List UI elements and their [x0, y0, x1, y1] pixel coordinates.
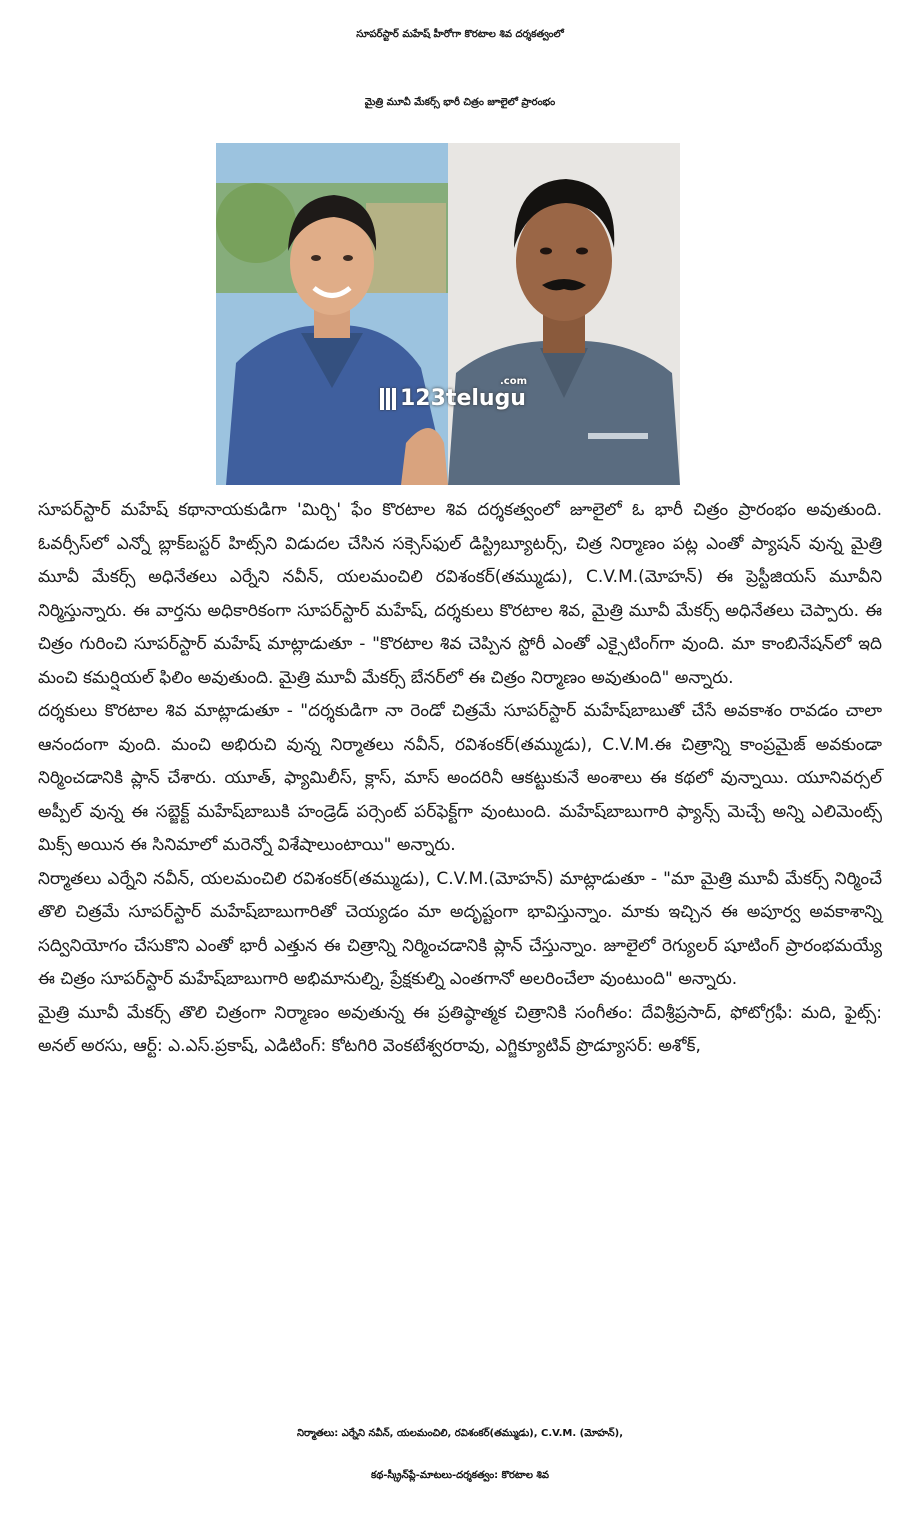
photo-koratala-siva	[448, 143, 680, 485]
article-paragraph-1: సూపర్‌స్టార్ మహేష్ కథానాయకుడిగా 'మిర్చి' ఫేం కొరటాల శివ దర్శకత్వంలో జూలైలో ఓ భారీ చిత్రం ప్రారంభం అవుతుంది. ఓవర్సీస్‌లో ఎన్నో బ్లాక్‌బస్టర్ హిట్స్‌ని విడుదల చేసిన సక్సెస్‌ఫుల్ డిస్ట్రిబ్యూటర్స్, చిత్ర నిర్మాణం పట్ల ఎంతో ప్యాషన్ వున్న మైత్రి మూవీ మేకర్స్ అధినేతలు ఎర్నేని నవీన్, యలమంచిలి రవిశంకర్(తమ్ముడు), C.V.M.(మోహన్) ఈ ప్రెస్టీజియస్ మూవీని నిర్మిస్తున్నారు. ఈ వార్తను అధికారికంగా సూపర్‌స్టార్ మహేష్, దర్శకులు కొరటాల శివ, మైత్రి మూవీ మేకర్స్ అధినేతలు చెప్పారు. ఈ చిత్రం గురించి సూపర్‌స్టార్ మహేష్ మాట్లాడుతూ - "కొరటాల శివ చెప్పిన స్టోరీ ఎంతో ఎక్సైటింగ్‌గా వుంది. మా కాంబినేషన్‌లో ఇది మంచి కమర్షియల్ ఫిలిం అవుతుంది. మైత్రి మూవీ మేకర్స్ బేనర్‌లో ఈ చిత్రం నిర్మాణం అవుతుంది" అన్నారు.	[38, 500, 882, 688]
watermark-brand: 123telugu	[400, 386, 526, 411]
article-paragraph-2: దర్శకులు కొరటాల శివ మాట్లాడుతూ - "దర్శకుడిగా నా రెండో చిత్రమే సూపర్‌స్టార్ మహేష్‌బాబుతో చేసే అవకాశం రావడం చాలా ఆనందంగా వుంది. మంచి అభిరుచి వున్న నిర్మాతలు నవీన్, రవిశంకర్(తమ్ముడు), C.V.M.ఈ చిత్రాన్ని కాంప్రమైజ్ అవకుండా నిర్మించడానికి ప్లాన్ చేశారు. యూత్, ఫ్యామిలీస్, క్లాస్, మాస్ అందరినీ ఆకట్టుకునే అంశాలు ఈ కథలో వున్నాయి. యూనివర్సల్ అప్పీల్ వున్న ఈ సబ్జెక్ట్ మహేష్‌బాబుకి హండ్రెడ్ పర్సెంట్ పర్‌ఫెక్ట్‌గా వుంటుంది. మహేష్‌బాబుగారి ఫ్యాన్స్ మెచ్చే అన్ని ఎలిమెంట్స్ మిక్స్ అయిన ఈ సినిమాలో మరెన్నో విశేషాలుంటాయి" అన్నారు.	[38, 701, 882, 855]
article-paragraph-4: మైత్రి మూవీ మేకర్స్ తొలి చిత్రంగా నిర్మాణం అవుతున్న ఈ ప్రతిష్ఠాత్మక చిత్రానికి సంగీతం: దేవిశ్రీప్రసాద్, ఫోటోగ్రఫీ: మది, ఫైట్స్: అనల్ అరసు, ఆర్ట్: ఎ.ఎస్.ప్రకాష్, ఎడిటింగ్: కోటగిరి వెంకటేశ్వరరావు, ఎగ్జిక్యూటివ్ ప్రొడ్యూసర్: అశోక్,	[38, 1002, 882, 1056]
123telugu-watermark	[380, 376, 528, 411]
headline-line-1: సూపర్‌స్టార్ మహేష్ హీరోగా కొరటాల శివ దర్శకత్వంలో	[356, 29, 564, 40]
watermark-suffix: .com	[500, 376, 528, 387]
credits-director: కథ-స్క్రీన్‌ప్లే-మాటలు-దర్శకత్వం: కొరటాల శివ	[370, 1470, 550, 1481]
photo-koratala-art	[448, 143, 680, 485]
article-paragraph-3: నిర్మాతలు ఎర్నేని నవీన్, యలమంచిలి రవిశంకర్(తమ్ముడు), C.V.M.(మోహన్) మాట్లాడుతూ - "మా మైత్రి మూవీ మేకర్స్ నిర్మించే తొలి చిత్రమే సూపర్‌స్టార్ మహేష్‌బాబుగారితో చెయ్యడం మా అదృష్టంగా భావిస్తున్నాం. మాకు ఇచ్చిన ఈ అపూర్వ అవకాశాన్ని సద్వినియోగం చేసుకొని ఎంతో భారీ ఎత్తున ఈ చిత్రాన్ని నిర్మించడానికి ప్లాన్ చేస్తున్నాం. జూలైలో రెగ్యులర్ షూటింగ్ ప్రారంభమయ్యే ఈ చిత్రం సూపర్‌స్టార్ మహేష్‌బాబుగారి అభిమానుల్ని, ప్రేక్షకుల్ని ఎంతగానో అలరించేలా వుంటుంది" అన్నారు.	[38, 868, 882, 989]
article-body	[38, 494, 882, 1064]
credits-producers: నిర్మాతలు: ఎర్నేని నవీన్, యలమంచిలి, రవిశంకర్(తమ్ముడు), C.V.M. (మోహన్),	[296, 1428, 624, 1439]
watermark-logo-icon	[380, 388, 396, 410]
headline-line-2: మైత్రి మూవీ మేకర్స్ భారీ చిత్రం జూలైలో ప్రారంభం	[364, 97, 556, 108]
photo-mahesh-art	[216, 143, 448, 485]
photo-mahesh	[216, 143, 448, 485]
